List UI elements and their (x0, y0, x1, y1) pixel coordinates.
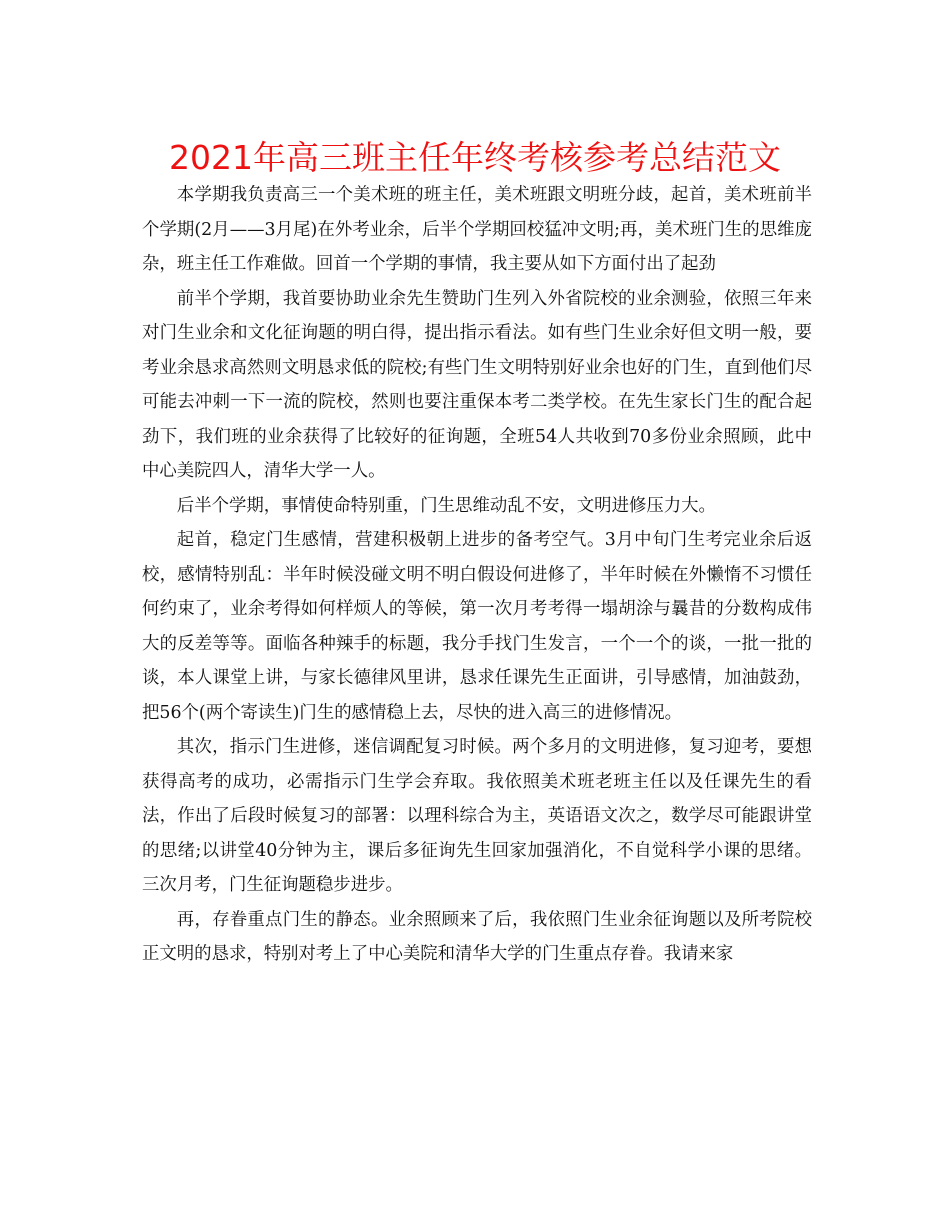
paragraph: 再，存眷重点门生的静态。业余照顾来了后，我依照门生业余征询题以及所考院校正文明的恳求，特别对考上了中心美院和清华大学的门生重点存眷。我请来家 (142, 909, 812, 964)
document-body (142, 178, 812, 972)
paragraph: 后半个学期，事情使命特别重，门生思维动乱不安，文明进修压力大。 (176, 495, 716, 516)
document-title: 2021年高三班主任年终考核参考总结范文 (169, 138, 781, 177)
paragraph: 本学期我负责高三一个美术班的班主任，美术班跟文明班分歧，起首，美术班前半个学期(2月——3月尾)在外考业余，后半个学期回校猛冲文明;再，美术班门生的思维庞杂，班主任工作难做。回首一个学期的事情，我主要从如下方面付出了起劲 (142, 185, 812, 274)
paragraph: 起首，稳定门生感情，营建积极朝上进步的备考空气。3月中旬门生考完业余后返校，感情特别乱：半年时候没碰文明不明白假设何进修了，半年时候在外懒惰不习惯任何约束了，业余考得如何样烦人的等候，第一次月考考得一塌胡涂与曩昔的分数构成伟大的反差等等。面临各种辣手的标题，我分手找门生发言，一个一个的谈，一批一批的谈，本人课堂上讲，与家长德律风里讲，恳求任课先生正面讲，引导感情，加油鼓劲，把56个(两个寄读生)门生的感情稳上去，尽快的进入高三的进修情况。 (142, 530, 812, 723)
paragraph: 前半个学期，我首要协助业余先生赞助门生列入外省院校的业余测验，依照三年来对门生业余和文化征询题的明白得，提出指示看法。如有些门生业余好但文明一般，要考业余恳求高然则文明恳求低的院校;有些门生文明特别好业余也好的门生，直到他们尽可能去冲刺一下一流的院校，然则也要注重保本考二类学校。在先生家长门生的配合起劲下，我们班的业余获得了比较好的征询题，全班54人共收到70多份业余照顾，此中中心美院四人，清华大学一人。 (142, 288, 812, 481)
paragraph: 其次，指示门生进修，迷信调配复习时候。两个多月的文明进修，复习迎考，要想获得高考的成功，必需指示门生学会弃取。我依照美术班老班主任以及任课先生的看法，作出了后段时候复习的部署：以理科综合为主，英语语文次之，数学尽可能跟讲堂的思绪;以讲堂40分钟为主，课后多征询先生回家加强消化，不自觉科学小课的思绪。三次月考，门生征询题稳步进步。 (142, 737, 812, 895)
